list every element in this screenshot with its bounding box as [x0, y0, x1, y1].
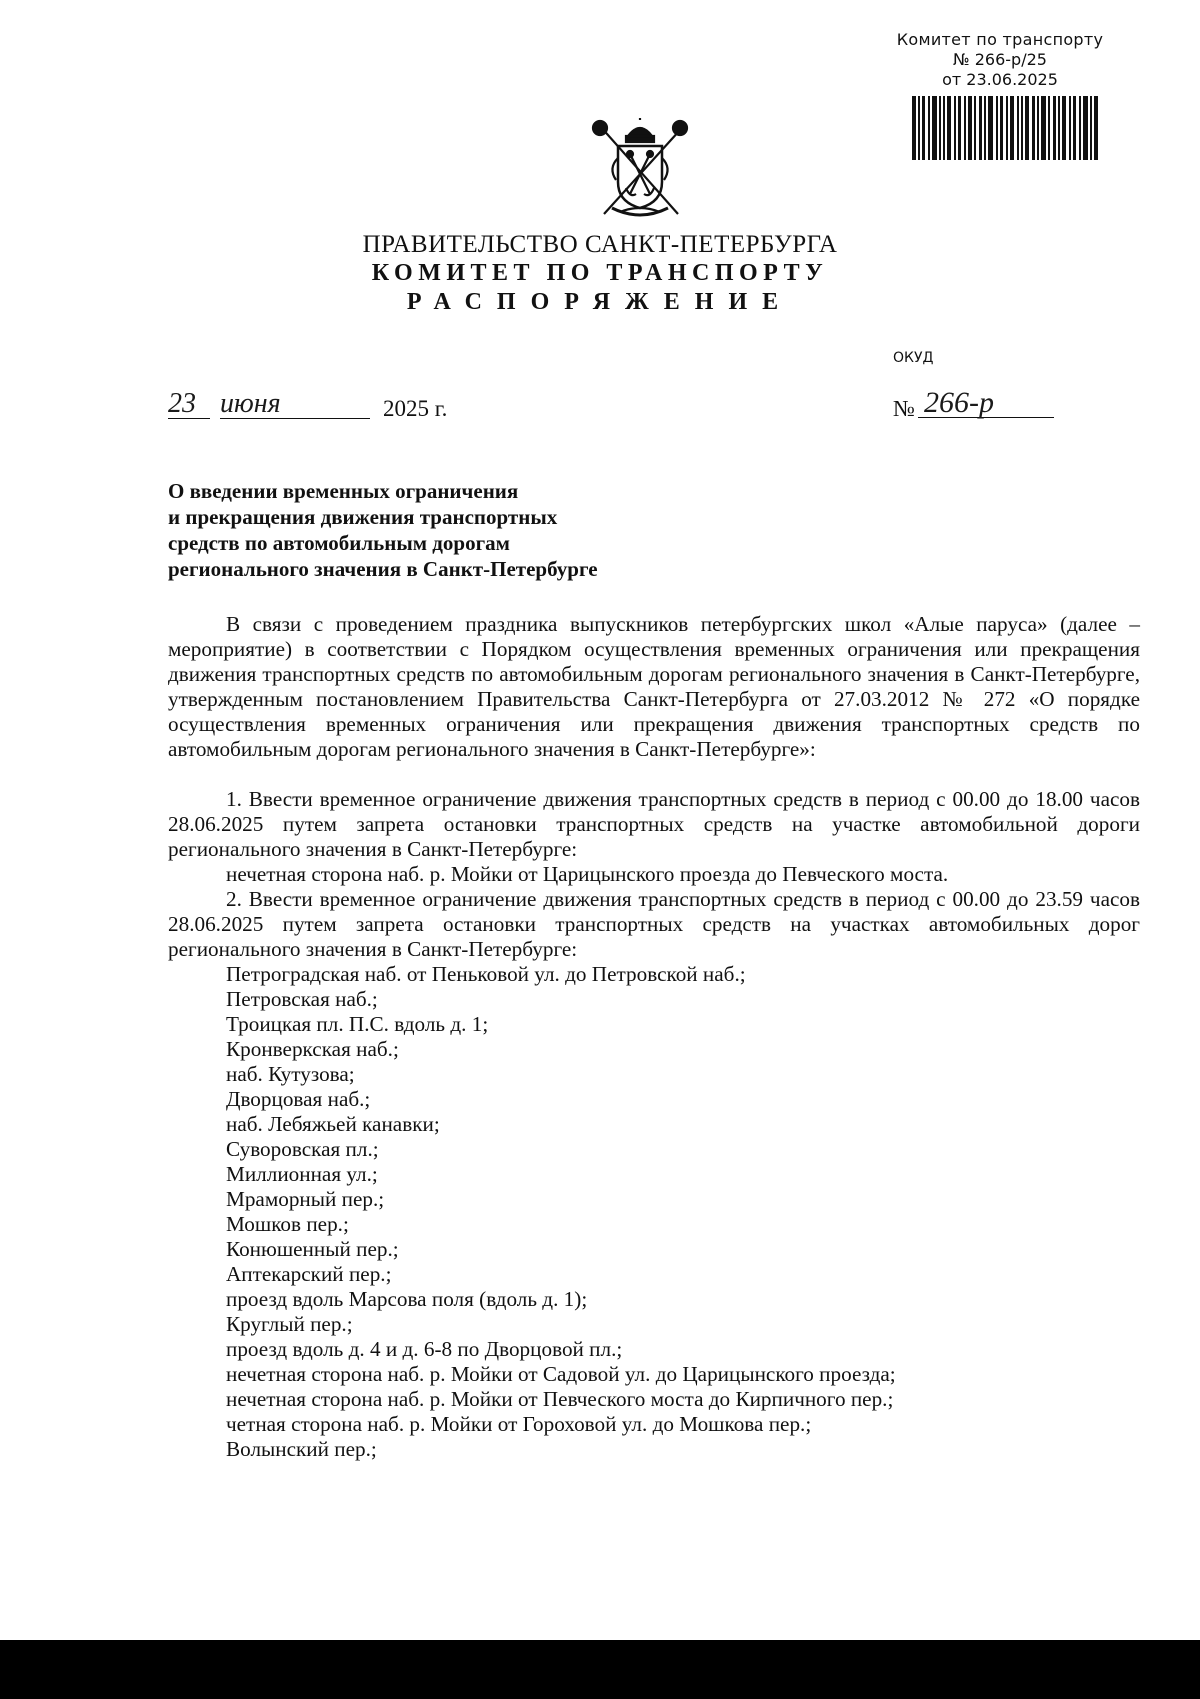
point-2-item: Мошков пер.;	[226, 1212, 349, 1236]
point-2-item: Троицкая пл. П.С. вдоль д. 1;	[226, 1012, 489, 1036]
registration-stamp-date: от 23.06.2025	[942, 70, 1058, 89]
registration-stamp-committee: Комитет по транспорту	[896, 30, 1104, 49]
point-2-item: Дворцовая наб.;	[226, 1087, 371, 1111]
government-title: ПРАВИТЕЛЬСТВО САНКТ-ПЕТЕРБУРГА	[362, 231, 838, 258]
point-2-item: Суворовская пл.;	[226, 1137, 379, 1161]
order-number-label: №	[893, 396, 915, 421]
date-day-underline	[168, 418, 210, 419]
point-2-item: Кронверкская наб.;	[226, 1037, 399, 1061]
point-2-item: Петровская наб.;	[226, 987, 378, 1011]
point-2-item: нечетная сторона наб. р. Мойки от Садовой ул. до Царицынского проезда;	[226, 1362, 896, 1386]
point-2-paragraph: 2. Ввести временное ограничение движения транспортных средств в период с 00.00 до 23.59 часов 28.06.2025 путем запрета остановки транспортных средств на участках автомобильных дорог регионального значения в Санкт-Петербурге:	[168, 887, 1140, 961]
point-1-item: нечетная сторона наб. р. Мойки от Царицынского проезда до Певческого моста.	[226, 862, 949, 886]
point-2-item: проезд вдоль д. 4 и д. 6-8 по Дворцовой пл.;	[226, 1337, 623, 1361]
date-month: июня	[220, 388, 370, 419]
coat-of-arms-icon	[590, 118, 690, 222]
point-2-item: Аптекарский пер.;	[226, 1262, 392, 1286]
subject-line: О введении временных ограничения	[168, 479, 519, 503]
point-2-item: четная сторона наб. р. Мойки от Гороховой ул. до Мошкова пер.;	[226, 1412, 812, 1436]
subject-line: средств по автомобильным дорогам	[168, 531, 510, 555]
registration-stamp-number: № 266-р/25	[953, 50, 1047, 69]
document-type-title: РАСПОРЯЖЕНИЕ	[406, 289, 794, 315]
point-2-item: Волынский пер.;	[226, 1437, 377, 1461]
barcode-icon	[912, 96, 1098, 160]
point-2-item: нечетная сторона наб. р. Мойки от Певческого моста до Кирпичного пер.;	[226, 1387, 894, 1411]
point-2-item: Миллионная ул.;	[226, 1162, 378, 1186]
document-body	[168, 612, 1140, 1462]
subject-line: регионального значения в Санкт-Петербурге	[168, 557, 598, 581]
subject-line: и прекращения движения транспортных	[168, 505, 558, 529]
committee-title: КОМИТЕТ ПО ТРАНСПОРТУ	[371, 260, 829, 286]
point-1-paragraph: 1. Ввести временное ограничение движения транспортных средств в период с 00.00 до 18.00 часов 28.06.2025 путем запрета остановки транспортных средств на участке автомобильной дороги регионального значения в Санкт-Петербурге:	[168, 787, 1140, 861]
registration-stamp	[880, 30, 1120, 90]
date-day: 23	[168, 388, 196, 419]
point-2-item: Мраморный пер.;	[226, 1187, 385, 1211]
date-year: 2025 г.	[383, 396, 448, 421]
point-2-item: наб. Лебяжьей канавки;	[226, 1112, 440, 1136]
point-2-item: наб. Кутузова;	[226, 1062, 355, 1086]
point-2-item: Круглый пер.;	[226, 1312, 353, 1336]
point-2-item: проезд вдоль Марсова поля (вдоль д. 1);	[226, 1287, 588, 1311]
document-subject	[168, 478, 788, 582]
preamble-paragraph: В связи с проведением праздника выпускников петербургских школ «Алые паруса» (далее – мероприятие) в соответствии с Порядком осуществления временных ограничения или прекращения движения транспортных средств по автомобильным дорогам регионального значения в Санкт-Петербурге, утвержденным постановлением Правительства Санкт-Петербурга от 27.03.2012 № 272 «О порядке осуществления временных ограничения или прекращения движения транспортных средств по автомобильным дорогам регионального значения в Санкт-Петербурге»:	[168, 612, 1140, 761]
point-2-item: Конюшенный пер.;	[226, 1237, 399, 1261]
order-number-value: 266-р	[918, 386, 1054, 418]
okud-label: ОКУД	[893, 350, 934, 366]
point-2-item: Петроградская наб. от Пеньковой ул. до Петровской наб.;	[226, 962, 746, 986]
